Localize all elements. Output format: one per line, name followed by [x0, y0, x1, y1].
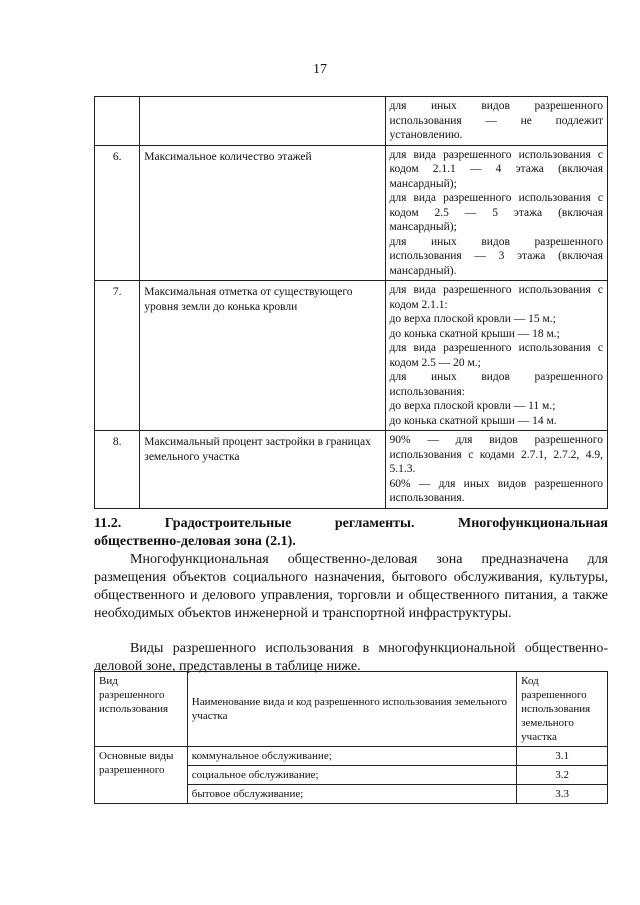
- header-use-code: Код разрешенного использования земельного участка: [517, 672, 608, 747]
- table-row: [95, 431, 608, 509]
- use-name: коммунальное обслуживание;: [187, 747, 516, 766]
- page-number: 17: [313, 62, 327, 77]
- regulations-table: [94, 96, 608, 509]
- use-name: социальное обслуживание;: [187, 766, 516, 785]
- use-code: 3.2: [517, 766, 608, 785]
- parameter-value-text: для иных видов разрешенного использования — не подлежит установлению.: [389, 100, 603, 141]
- row-number: 6.: [95, 145, 140, 281]
- parameter-name: Максимальная отметка от существующего уровня земли до конька кровли: [140, 281, 385, 431]
- section-heading: [94, 515, 608, 551]
- table-row: [95, 747, 608, 766]
- permitted-use-table: [94, 671, 608, 804]
- header-use-type: Вид разрешенного использования: [95, 672, 188, 747]
- row-number: 7.: [95, 281, 140, 431]
- table-header-row: [95, 672, 608, 747]
- parameter-name: Максимальный процент застройки в границах земельного участка: [140, 431, 385, 509]
- use-code: 3.1: [517, 747, 608, 766]
- parameter-value: [385, 145, 607, 281]
- section-heading-line2: общественно-деловая зона (2.1).: [94, 534, 296, 549]
- parameter-value: [385, 431, 607, 509]
- parameter-value: [385, 281, 607, 431]
- table-intro: Виды разрешенного использования в многофункциональной общественно-деловой зоне, представлены в таблице ниже.: [94, 641, 608, 674]
- group-label: Основные виды разрешенного: [95, 747, 188, 804]
- row-number: 8.: [95, 431, 140, 509]
- use-code: 3.3: [517, 785, 608, 804]
- table-row: [95, 281, 608, 431]
- table-row: [95, 145, 608, 281]
- parameter-value-text: для вида разрешенного использования с кодом 2.1.1 — 4 этажа (включая мансардный); для вида разрешенного использования с кодом 2.5 — 5 этажа (включая мансардный); для иных видов разрешенного использования — 3 этажа (включая мансардный).: [389, 148, 603, 277]
- section-heading-line1: 11.2. Градостроительные регламенты. Многофункциональная: [94, 516, 608, 531]
- table-row: [95, 97, 608, 146]
- zone-description: Многофункциональная общественно-деловая зона предназначена для размещения объектов социального назначения, бытового обслуживания, культуры, общественного и делового управления, торговли и общественного питания, а также необходимых объектов инженерной и транспортной инфраструктуры.: [94, 552, 608, 621]
- row-number: [95, 97, 140, 146]
- parameter-name: [140, 97, 385, 146]
- parameter-name: Максимальное количество этажей: [140, 145, 385, 281]
- parameter-value: [385, 97, 607, 146]
- header-use-name: Наименование вида и код разрешенного использования земельного участка: [187, 672, 516, 747]
- use-name: бытовое обслуживание;: [187, 785, 516, 804]
- parameter-value-text: 90% — для видов разрешенного использования с кодами 2.7.1, 2.7.2, 4.9, 5.1.3. 60% — для иных видов разрешенного использования.: [389, 434, 603, 504]
- parameter-value-text: для вида разрешенного использования с кодом 2.1.1: до верха плоской кровли — 15 м.; до конька скатной крыши — 18 м.; для вида разрешенного использования с кодом 2.5 — 20 м.; для иных видов разрешенного использования: до верха плоской кровли — 11 м.; до конька скатной крыши — 14 м.: [389, 284, 603, 427]
